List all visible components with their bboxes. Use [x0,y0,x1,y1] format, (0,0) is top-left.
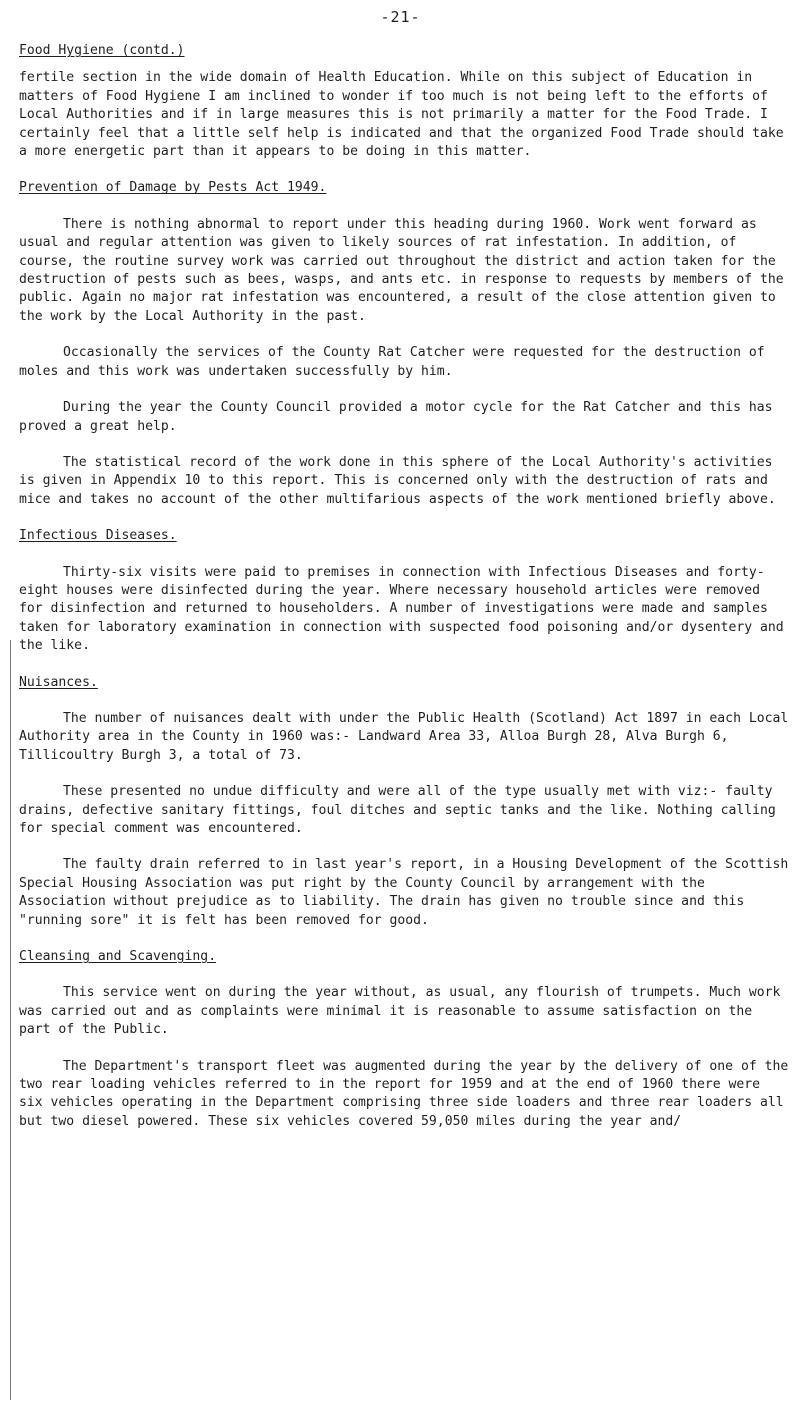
section-heading-cleansing: Cleansing and Scavenging. [19,949,217,965]
pests-paragraph: There is nothing abnormal to report under this heading during 1960. Work went forward as usual and regular attention was given to likely sources of rat infestation. In addition, of course, the routine survey work was carried out throughout the district and action taken for the destruction of pests such as bees, wasps, and ants etc. in response to requests by members of the public. Again no major rat infestation was encountered, a result of the close attention given to the work by the Local Authority in the past. [19,216,784,324]
nuisances-paragraph: These presented no undue difficulty and were all of the type usually met with viz:- faulty drains, defective sanitary fittings, foul ditches and septic tanks and the like. Nothing calling for special comment was encountered. [19,784,776,836]
pests-paragraph: Occasionally the services of the County Rat Catcher were requested for the destruction of moles and this work was undertaken successfully by him. [19,345,765,379]
nuisances-paragraph: The faulty drain referred to in last year's report, in a Housing Development of the Scottish Special Housing Association was put right by the County Council by arrangement with the Association without prejudice as to liability. The drain has given no trouble since and this "running sore" it is felt has been removed for good. [19,857,789,928]
section-heading-infectious-diseases: Infectious Diseases. [19,528,177,544]
page-edge-line [10,640,11,1400]
section-heading-pests: Prevention of Damage by Pests Act 1949. [19,180,327,196]
pests-paragraph: The statistical record of the work done in this sphere of the Local Authority's activities is given in Appendix 10 to this report. This is concerned only with the destruction of rats and mice and takes no account of the other multifarious aspects of the work mentioned briefly above. [19,454,776,507]
nuisances-paragraph: The number of nuisances dealt with under the Public Health (Scotland) Act 1897 in each Local Authority area in the County in 1960 was:- Landward Area 33, Alloa Burgh 28, Alva Burgh 6, Tillicoultry Burgh 3, a total of 73. [19,710,789,763]
infectious-diseases-paragraph: Thirty-six visits were paid to premises in connection with Infectious Diseases and forty-eight houses were disinfected during the year. Where necessary household articles were removed for disinfection and returned to householders. A number of investigations were made and samples taken for laboratory examination in connection with suspected food poisoning and/or dysentery and the like. [19,564,784,654]
cleansing-paragraph: This service went on during the year without, as usual, any flourish of trumpets. Much work was carried out and as complaints were minimal it is reasonable to assume satisfaction on the part of the Public. [19,985,781,1038]
pests-paragraph: During the year the County Council provided a motor cycle for the Rat Catcher and this has proved a great help. [19,400,773,434]
food-hygiene-paragraph: fertile section in the wide domain of Health Education. While on this subject of Education in matters of Food Hygiene I am inclined to wonder if too much is not being left to the efforts of Local Authorities and if in large measures this is not primarily a matter for the Food Trade. I certainly feel that a little self help is indicated and that the organized Food Trade should take a more energetic part than it appears to be doing in this matter. [19,70,784,160]
section-heading-nuisances: Nuisances. [19,674,98,690]
page-number: -21- [380,8,421,26]
document-body [19,42,789,1131]
continued-heading: Food Hygiene (contd.) [19,43,185,58]
cleansing-paragraph: The Department's transport fleet was augmented during the year by the delivery of one of the two rear loading vehicles referred to in the report for 1959 and at the end of 1960 there were six vehicles operating in the Department comprising three side loaders and three rear loaders all but two diesel powered. These six vehicles covered 59,050 miles during the year and/ [19,1058,789,1129]
